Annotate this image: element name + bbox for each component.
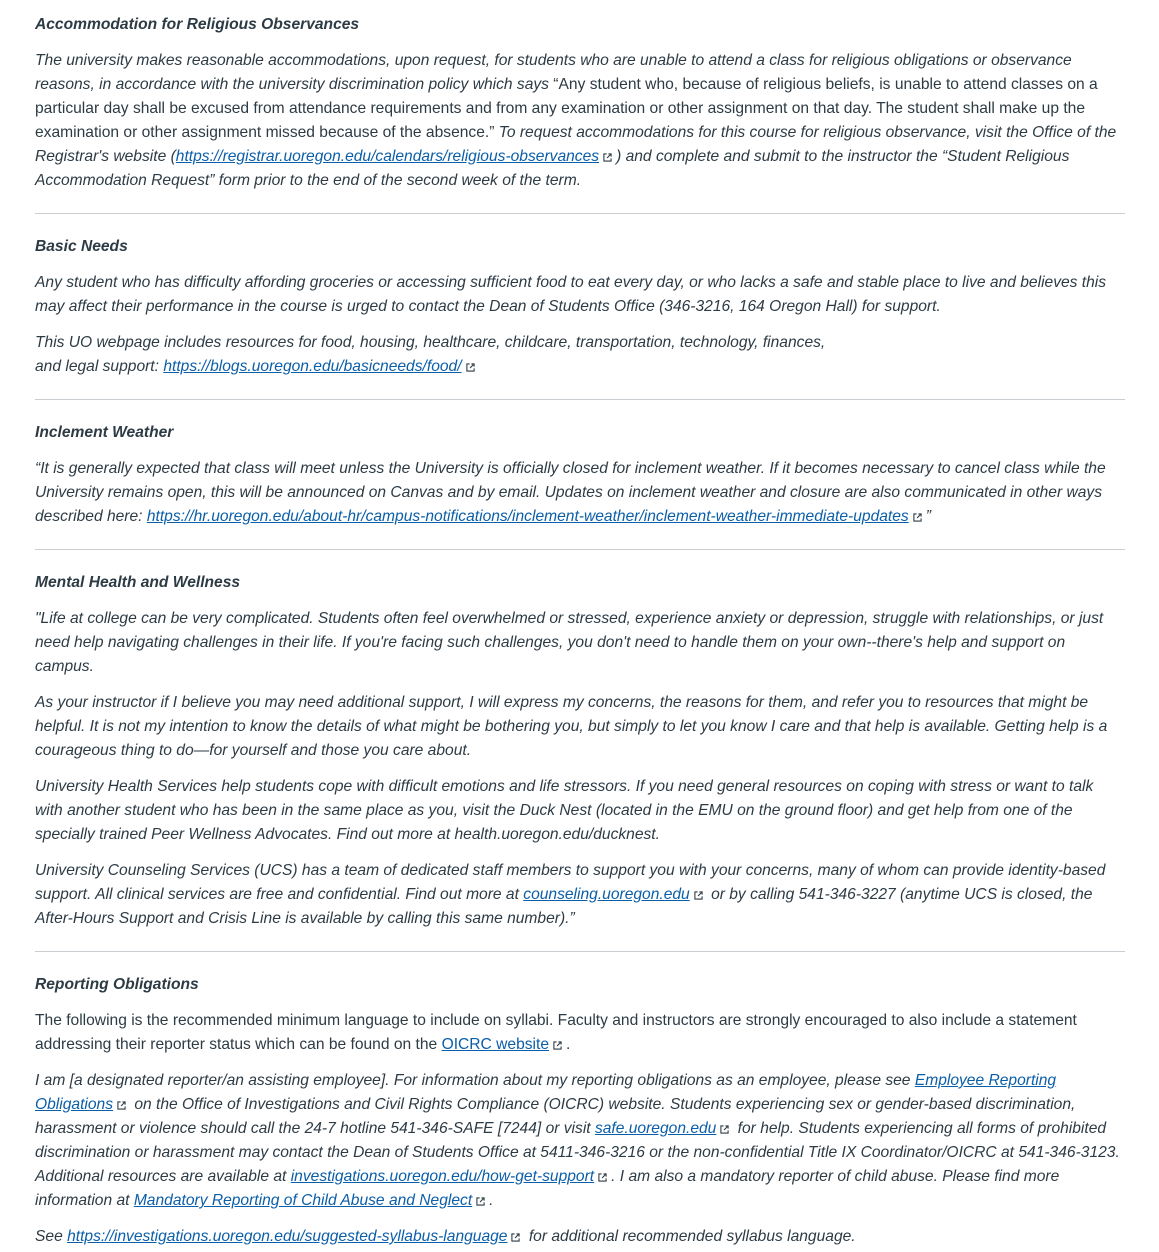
paragraph [35, 49, 1125, 193]
paragraph: As your instructor if I believe you may need additional support, I will express my concerns, the reasons for them, and refer you to resources that might be helpful. It is not my intention to know the details of what might be bothering you, but simply to let you know I care and that help is available. Getting help is a courageous thing to do—for yourself and those you care about. [35, 694, 1108, 759]
inclement-weather-link[interactable]: https://hr.uoregon.edu/about-hr/campus-notifications/inclement-weather/inclement-weather-immediate-updates [146, 508, 909, 525]
section-basic-needs [35, 222, 1125, 379]
syllabus-language-link[interactable]: https://investigations.uoregon.edu/suggested-syllabus-language [67, 1228, 508, 1245]
section-heading: Basic Needs [35, 238, 128, 255]
paragraph [35, 331, 1125, 379]
external-link-icon [694, 891, 703, 900]
policy-quote: “Any student who, because of religious beliefs, is unable to attend classes on a particular day shall be excused from attendance requirements and from any examination or other assignment on that day. The student shall make up the examination or other assignment missed because of the absence.” [35, 76, 1098, 141]
safe-uoregon-link[interactable]: safe.uoregon.edu [594, 1120, 717, 1137]
section-heading: Accommodation for Religious Observances [35, 16, 360, 33]
oicrc-website-link[interactable]: OICRC website [441, 1036, 550, 1053]
paragraph: "Life at college can be very complicated. Students often feel overwhelmed or stressed, experience anxiety or depression, struggle with relationships, or just need help navigating challenges in their life. If you're facing such challenges, you don't need to handle them on your own--there's help and support on campus. [35, 610, 1104, 675]
text: To request accommodations for this course for religious observance, visit the Office of the Registrar's website ( [35, 124, 1117, 165]
text: ) and complete and submit to the instructor the “Student Religious Accommodation Request” form prior to the end of the second week of the term. [35, 148, 1070, 189]
external-link-icon [511, 1233, 520, 1242]
external-link-icon [117, 1101, 126, 1110]
paragraph [35, 859, 1125, 931]
paragraph: Any student who has difficulty affording groceries or accessing sufficient food to eat every day, or who lacks a safe and stable place to live and believes this may affect their performance in the course is urged to contact the Dean of Students Office (346-3216, 164 Oregon Hall) for support. [35, 274, 1107, 315]
text: . [566, 1036, 571, 1053]
external-link-icon [553, 1041, 562, 1050]
section-heading: Mental Health and Wellness [35, 574, 241, 591]
text: . I am also a mandatory reporter of child abuse. Please find more information at [35, 1168, 1060, 1209]
external-link-icon [913, 513, 922, 522]
text: I am [a designated reporter/an assisting employee]. For information about my reporting obligations as an employee, please see [35, 1072, 915, 1089]
text: “It is generally expected that class will meet unless the University is officially closed for inclement weather. If it becomes necessary to cancel class while the University remains open, this will be announced on Canvas and by email. Updates on inclement weather and closure are also communicated in other ways described here: [35, 460, 1106, 525]
section-religious-observances [35, 0, 1125, 193]
section-inclement-weather [35, 408, 1125, 529]
divider [35, 951, 1125, 952]
external-link-icon [720, 1125, 729, 1134]
text: for additional recommended syllabus language. [524, 1228, 856, 1245]
counseling-link[interactable]: counseling.uoregon.edu [523, 886, 690, 903]
basic-needs-link[interactable]: https://blogs.uoregon.edu/basicneeds/food/ [163, 358, 462, 375]
external-link-icon [466, 363, 475, 372]
paragraph [35, 457, 1125, 529]
external-link-icon [598, 1173, 607, 1182]
text: The university makes reasonable accommodations, upon request, for students who are unable to attend a class for religious obligations or observance reasons, in accordance with the university discrimination policy which says [35, 52, 1072, 93]
divider [35, 399, 1125, 400]
text: or by calling 541-346-3227 (anytime UCS is closed, the After-Hours Support and Crisis Line is available by calling this same number).” [35, 886, 1093, 927]
divider [35, 213, 1125, 214]
text: for help. Students experiencing all forms of prohibited discrimination or harassment may contact the Dean of Students Office at 5411-346-3216 or the non-confidential Title IX Coordinator/OICRC at 541-346-3123. Additional resources are available at [35, 1120, 1120, 1185]
employee-reporting-link[interactable]: Employee Reporting Obligations [35, 1072, 1057, 1113]
section-heading: Inclement Weather [35, 424, 174, 441]
paragraph: University Health Services help students cope with difficult emotions and life stressors. If you need general resources on coping with stress or want to talk with another student who has been in the same place as you, visit the Duck Nest (located in the EMU on the ground floor) and get help from one of the specially trained Peer Wellness Advocates. Find out more at health.uoregon.edu/ducknest. [35, 778, 1094, 843]
text: See [35, 1228, 68, 1245]
paragraph [35, 1225, 1125, 1249]
text: This UO webpage includes resources for food, housing, healthcare, childcare, transportation, technology, finances, and legal support: [35, 334, 826, 375]
text: . [489, 1192, 494, 1209]
text: ” [925, 508, 931, 525]
paragraph [35, 1069, 1125, 1213]
section-mental-health [35, 558, 1125, 931]
text: University Counseling Services (UCS) has a team of dedicated staff members to support you with your concerns, many of whom can provide identity-based support. All clinical services are free and confidential. Find out more at [35, 862, 1106, 903]
section-heading: Reporting Obligations [35, 976, 199, 993]
external-link-icon [603, 153, 612, 162]
mandatory-reporting-link[interactable]: Mandatory Reporting of Child Abuse and Neglect [133, 1192, 473, 1209]
divider [35, 549, 1125, 550]
section-reporting-obligations [35, 960, 1125, 1249]
paragraph [35, 1009, 1125, 1057]
registrar-link[interactable]: https://registrar.uoregon.edu/calendars/religious-observances [175, 148, 600, 165]
external-link-icon [476, 1197, 485, 1206]
investigations-support-link[interactable]: investigations.uoregon.edu/how-get-support [290, 1168, 595, 1185]
text: The following is the recommended minimum language to include on syllabi. Faculty and instructors are strongly encouraged to also include a statement addressing their reporter status which can be found on the [35, 1012, 1077, 1053]
text: on the Office of Investigations and Civil Rights Compliance (OICRC) website. Students experiencing sex or gender-based discrimination, harassment or violence should call the 24-7 hotline 541-346-SAFE [7244] or visit [35, 1096, 1076, 1137]
